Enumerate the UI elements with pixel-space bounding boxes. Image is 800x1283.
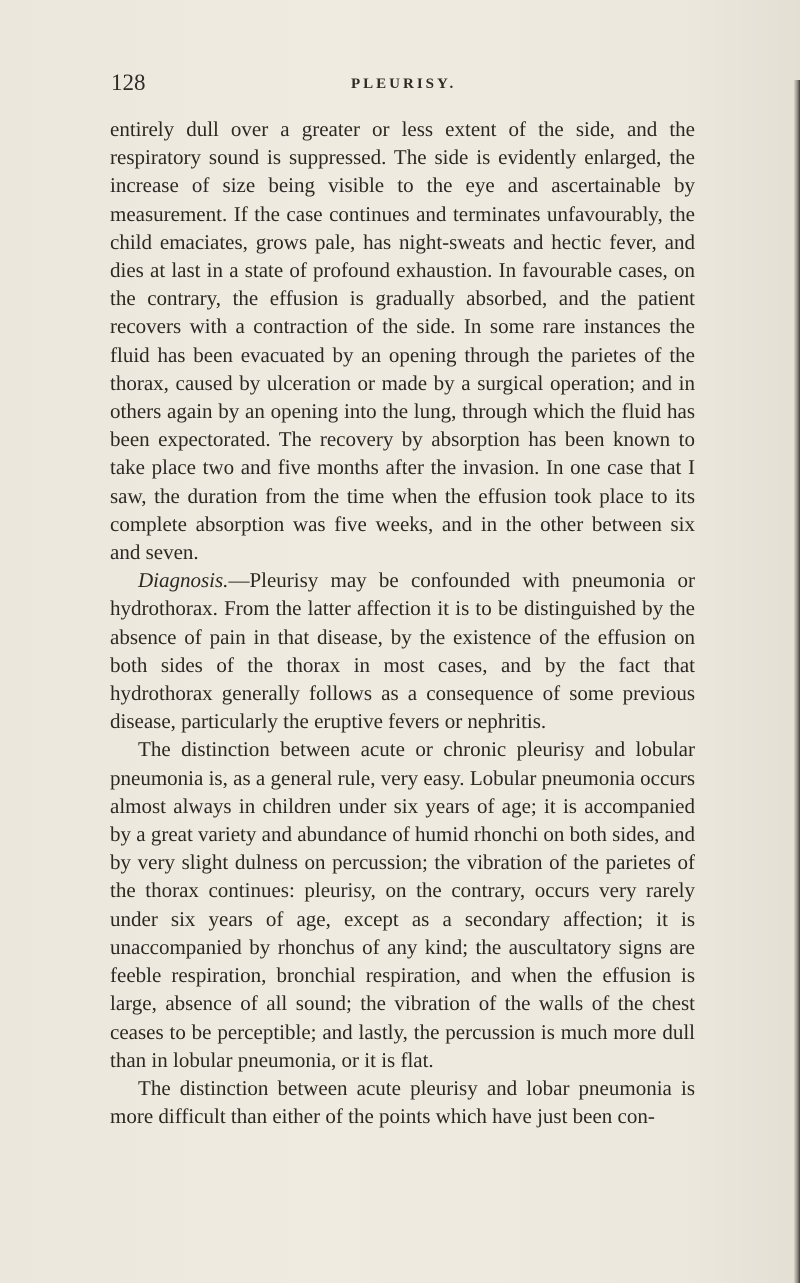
running-head: PLEURISY. [351,76,457,92]
paragraph-lobar-pneumonia: The distinction between acute pleurisy and lobar pneumonia is more difficult than either of the points which have just been con- [110,1075,695,1129]
paragraph-continuation: entirely dull over a greater or less extent of the side, and the respiratory sound is suppressed. The side is evidently enlarged, the increase of size being visible to the eye and ascertainable by measurement. If the case continues and terminates unfavourably, the child emaciates, grows pale, has night-sweats and hectic fever, and dies at last in a state of profound exhaustion. In favourable cases, on the contrary, the effusion is gradually absorbed, and the patient recovers with a contraction of the side. In some rare instances the fluid has been evacuated by an opening through the parietes of the thorax, caused by ulceration or made by a surgical operation; and in others again by an opening into the lung, through which the fluid has been expectorated. The recovery by absorption has been known to take place two and five months after the invasion. In one case that I saw, the duration from the time when the effusion took place to its complete absorption was five weeks, and in the other between six and seven. [110,117,695,565]
page-number: 128 [111,70,146,95]
diagnosis-text: —Pleurisy may be confounded with pneumonia or hydrothorax. From the latter affection it is to be distinguished by the absence of pain in that disease, by the existence of the effusion on both sides of the thorax in most cases, and by the fact that hydrothorax generally follows as a consequence of some previous disease, particularly the eruptive fevers or nephritis. [110,568,695,734]
body-text [110,115,695,1130]
diagnosis-heading: Diagnosis. [138,568,229,593]
paragraph-lobular-pneumonia: The distinction between acute or chronic pleurisy and lobular pneumonia is, as a general rule, very easy. Lobular pneumonia occurs almost always in children under six years of age; it is accompanied by a great variety and abundance of humid rhonchi on both sides, and by very slight dulness on percussion; the vibration of the parietes of the thorax continues: pleurisy, on the contrary, occurs very rarely under six years of age, except as a secondary affection; it is unaccompanied by rhonchus of any kind; the auscultatory signs are feeble respiration, bronchial respiration, and when the effusion is large, absence of all sound; the vibration of the walls of the chest ceases to be perceptible; and lastly, the percussion is much more dull than in lobular pneumonia, or it is flat. [110,737,695,1072]
page-header [111,70,701,96]
paragraph-diagnosis [110,566,695,735]
page-edge-shadow [794,80,800,1283]
